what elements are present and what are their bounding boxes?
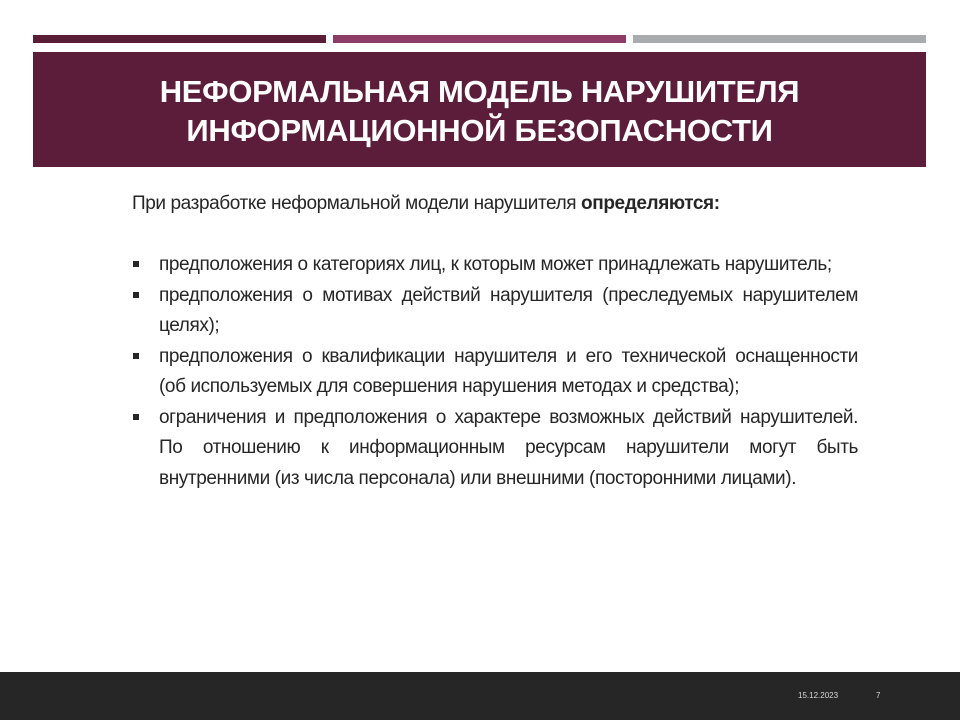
- list-item: [132, 342, 858, 403]
- intro-text: При разработке неформальной модели нарушителя: [132, 193, 582, 214]
- square-bullet-icon: [133, 261, 139, 267]
- slide-title: [160, 72, 800, 150]
- title-banner: [33, 52, 926, 167]
- footer-date: 15.12.2023: [798, 691, 839, 700]
- square-bullet-icon: [133, 414, 139, 420]
- decorative-stripe-2: [333, 35, 626, 43]
- decorative-stripe-1: [33, 35, 326, 43]
- list-item: [132, 281, 858, 342]
- list-item-text: предположения о категориях лиц, к которым может принадлежать нарушитель;: [159, 254, 832, 275]
- intro-paragraph: [132, 191, 858, 217]
- slide-title-line-2: ИНФОРМАЦИОННОЙ БЕЗОПАСНОСТИ: [186, 112, 773, 148]
- decorative-stripe-3: [633, 35, 926, 43]
- list-item-text: предположения о квалификации нарушителя и его технической оснащенности (об используемых для совершения нарушения методах и средства);: [159, 345, 858, 397]
- slide-body: [132, 191, 858, 494]
- square-bullet-icon: [133, 353, 139, 359]
- page-number: 7: [876, 691, 881, 700]
- list-item: [132, 403, 858, 495]
- square-bullet-icon: [133, 292, 139, 298]
- intro-bold-text: определяются:: [581, 193, 720, 214]
- bullet-list: [132, 250, 858, 494]
- list-item-text: ограничения и предположения о характере возможных действий нарушителей. По отношению к информационным ресурсам нарушители могут быть внутренними (из числа персонала) или внешними (посторонними лицами).: [159, 406, 858, 489]
- slide-footer: [0, 672, 960, 720]
- slide-title-line-1: НЕФОРМАЛЬНАЯ МОДЕЛЬ НАРУШИТЕЛЯ: [159, 73, 800, 109]
- list-item: [132, 250, 858, 281]
- list-item-text: предположения о мотивах действий нарушителя (преследуемых нарушителем целях);: [159, 284, 858, 336]
